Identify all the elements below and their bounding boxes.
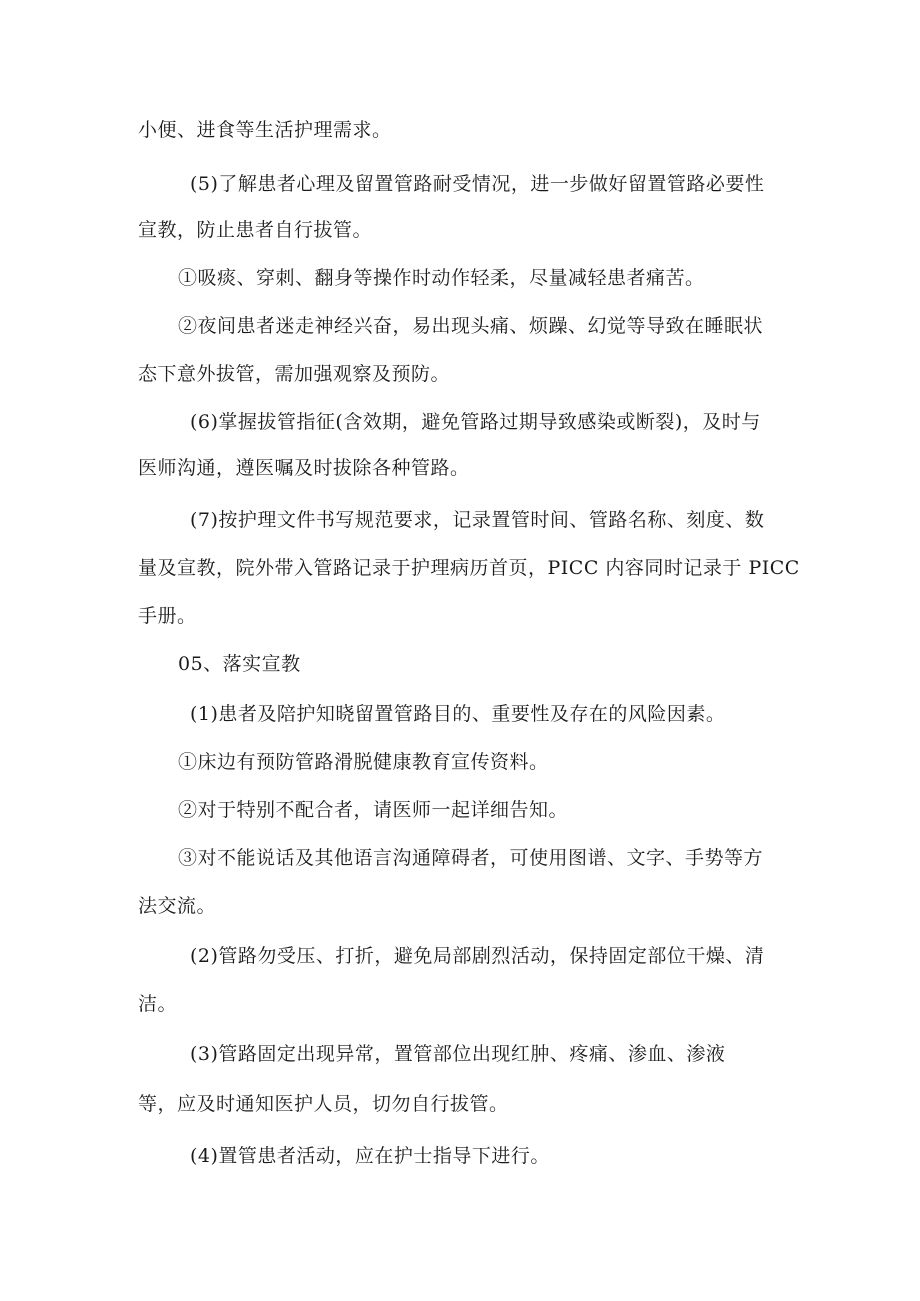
paragraph-line: (3)管路固定出现异常，置管部位出现红肿、疼痛、渗血、渗液 — [190, 1043, 726, 1065]
paragraph-line: 态下意外拔管，需加强观察及预防。 — [138, 363, 451, 385]
paragraph-line: ②夜间患者迷走神经兴奋，易出现头痛、烦躁、幻觉等导致在睡眠状 — [178, 315, 764, 337]
paragraph-line: 小便、进食等生活护理需求。 — [138, 119, 392, 141]
paragraph-line: ②对于特别不配合者，请医师一起详细告知。 — [178, 799, 569, 821]
section-heading: 05、落实宣教 — [178, 653, 301, 675]
paragraph-line: (7)按护理文件书写规范要求，记录置管时间、管路名称、刻度、数 — [190, 509, 765, 531]
paragraph-line: 洁。 — [138, 993, 178, 1015]
paragraph-line: 医师沟通，遵医嘱及时拔除各种管路。 — [138, 457, 470, 479]
paragraph-line: 法交流。 — [138, 895, 217, 917]
paragraph-line: (4)置管患者活动，应在护士指导下进行。 — [190, 1145, 550, 1167]
paragraph-line: 手册。 — [138, 605, 197, 627]
paragraph-line: (2)管路勿受压、打折，避免局部剧烈活动，保持固定部位干燥、清 — [190, 945, 765, 967]
paragraph-line: (1)患者及陪护知晓留置管路目的、重要性及存在的风险因素。 — [190, 703, 726, 725]
paragraph-line: (6)掌握拔管指征(含效期，避免管路过期导致感染或断裂)，及时与 — [190, 411, 761, 433]
paragraph-line: ①吸痰、穿刺、翻身等操作时动作轻柔，尽量减轻患者痛苦。 — [178, 267, 705, 289]
paragraph-line: ①床边有预防管路滑脱健康教育宣传资料。 — [178, 751, 549, 773]
paragraph-line: 等，应及时通知医护人员，切勿自行拔管。 — [138, 1093, 509, 1115]
paragraph-line: 量及宣教，院外带入管路记录于护理病历首页，PICC 内容同时记录于 PICC — [138, 557, 800, 579]
paragraph-line: ③对不能说话及其他语言沟通障碍者，可使用图谱、文字、手势等方 — [178, 847, 764, 869]
paragraph-line: 宣教，防止患者自行拔管。 — [138, 219, 373, 241]
paragraph-line: (5)了解患者心理及留置管路耐受情况，进一步做好留置管路必要性 — [190, 173, 765, 195]
